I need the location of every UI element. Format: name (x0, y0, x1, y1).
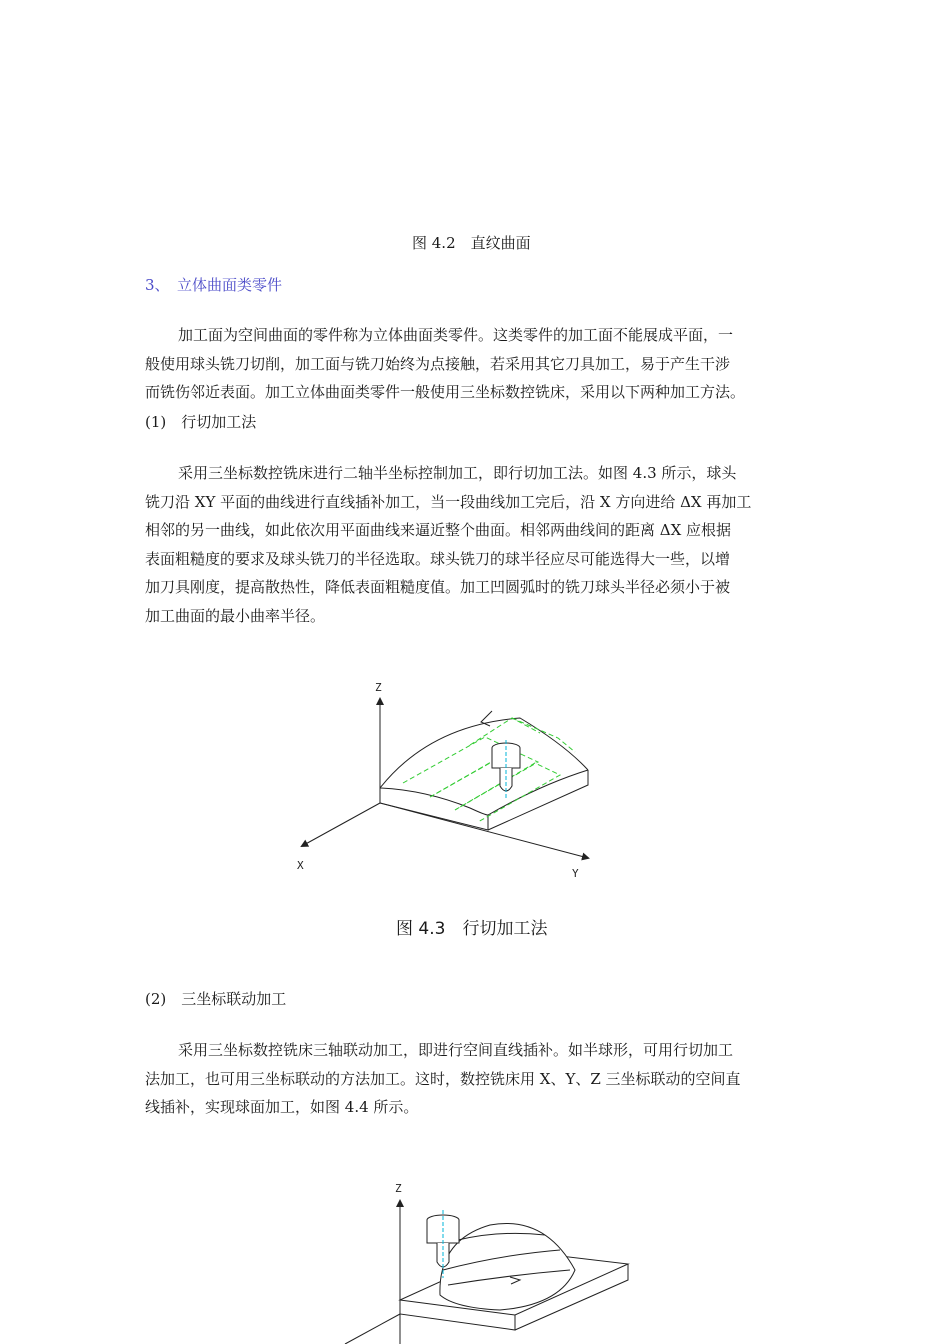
paragraph-line: 线插补，实现球面加工，如图 4.4 所示。 (145, 1098, 419, 1116)
fig43-y-label: Y (572, 867, 579, 880)
fig44-x-axis (345, 1314, 400, 1344)
paragraph-line: 加工曲面的最小曲率半径。 (145, 606, 326, 625)
paragraph-line: 表面粗糙度的要求及球头铣刀的半径选取。球头铣刀的球半径应尽可能选得大一些，以增 (145, 549, 731, 568)
paragraph-line: 法加工，也可用三坐标联动的方法加工。这时，数控铣床用 X、Y、Z 三坐标联动的空间直 (145, 1069, 741, 1088)
paragraph-line: 加工面为空间曲面的零件称为立体曲面类零件。这类零件的加工面不能展成平面，一 (178, 326, 734, 344)
paragraph-line: 采用三坐标数控铣床三轴联动加工，即进行空间直线插补。如半球形，可用行切加工 (178, 1041, 734, 1059)
paragraph-line: 铣刀沿 XY 平面的曲线进行直线插补加工，当一段曲线加工完后，沿 X 方向进给 ΔX 再加工 (145, 492, 752, 511)
method1-heading: (1) 行切加工法 (145, 413, 257, 431)
fig42-caption: 图 4.2 直纹曲面 (412, 234, 531, 252)
fig43-x-label: X (297, 859, 304, 872)
paragraph-line: 采用三坐标数控铣床进行二轴半坐标控制加工，即行切加工法。如图 4.3 所示，球头 (178, 464, 737, 482)
paragraph-line: 般使用球头铣刀切削，加工面与铣刀始终为点接触，若采用其它刀具加工，易于产生干涉 (145, 354, 731, 373)
paragraph-line: 加刀具刚度，提高散热性，降低表面粗糙度值。加工凹圆弧时的铣刀球头半径必须小于被 (145, 578, 731, 596)
fig43-caption: 图 4.3 行切加工法 (396, 919, 548, 939)
paragraph-line: 相邻的另一曲线，如此依次用平面曲线来逼近整个曲面。相邻两曲线间的距离 ΔX 应根据 (145, 521, 732, 539)
fig43-z-label: Z (375, 681, 382, 694)
section-heading: 3、 立体曲面类零件 (145, 276, 283, 294)
method2-heading: (2) 三坐标联动加工 (145, 990, 287, 1008)
fig44-z-label: Z (395, 1182, 402, 1195)
paragraph-line: 而铣伤邻近表面。加工立体曲面类零件一般使用三坐标数控铣床，采用以下两种加工方法。 (145, 383, 746, 401)
